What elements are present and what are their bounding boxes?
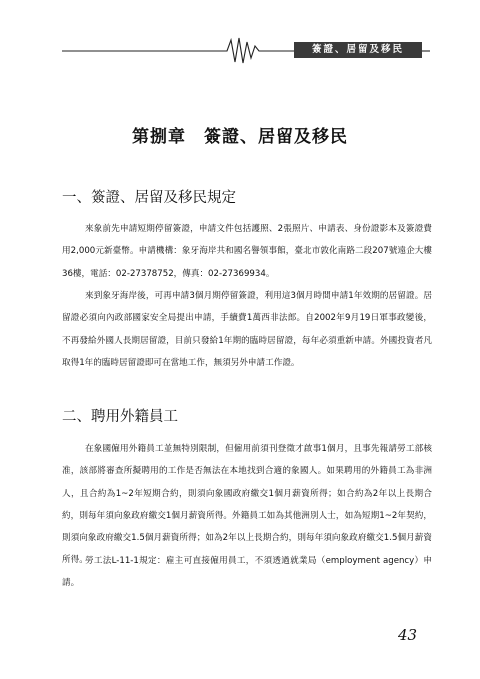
section-heading-2: 二、聘用外籍員工	[62, 409, 178, 425]
section-2-paragraph-1: 在象國僱用外籍員工並無特別限制，但僱用前須刊登徵才啟事1個月，且事先報請勞工部核准，該部將審查所擬聘用的工作是否無法在本地找到合適的象國人。如果聘用的外籍員工為非洲人，且合約為1~2年短期合約，則須向象國政府繳交1個月薪資所得；如合約為2年以上長期合約，則每年須向象政府繳交1個月薪資所得。外籍員工如為其他洲別人士，如為短期1~2年契約，則須向象政府繳交1.5個月薪資所得；如為2年以上長期合約，則每年須向象政府繳交1.5個月薪資所得。	[62, 444, 432, 566]
section-1-paragraph-2: 來到象牙海岸後，可再申請3個月期停留簽證，利用這3個月時間申請1年效期的居留證。居留證必須向內政部國家安全局提出申請，手續費1萬西非法郎。自2002年9月19日軍事政變後，不再發給外國人長期居留證，目前只發給1年期的臨時居留證，每年必須重新申請。外國投資者凡取得1年的臨時居留證即可在當地工作，無須另外申請工作證。	[62, 291, 432, 368]
section-2-paragraph-2: 勞工法L-11-1規定：雇主可直接僱用員工，不須透過就業局（employment agency）申請。	[62, 556, 432, 589]
chapter-title: 第捌章 簽證、居留及移民	[132, 127, 348, 147]
page-number: 43	[398, 626, 418, 644]
section-1-paragraph-1: 來象前先申請短期停留簽證，申請文件包括護照、2張照片、申請表、身份證影本及簽證費用2,000元新臺幣。申請機構：象牙海岸共和國名譽領事館，臺北市敦化南路二段207號遠企大樓36樓，電話：02-27378752，傳真：02-27369934。	[62, 224, 432, 279]
running-header-title: 簽證、居留及移民	[294, 42, 422, 58]
header-heartbeat-line	[0, 0, 480, 70]
section-heading-1: 一、簽證、居留及移民規定	[62, 190, 236, 206]
page-header	[0, 0, 480, 70]
